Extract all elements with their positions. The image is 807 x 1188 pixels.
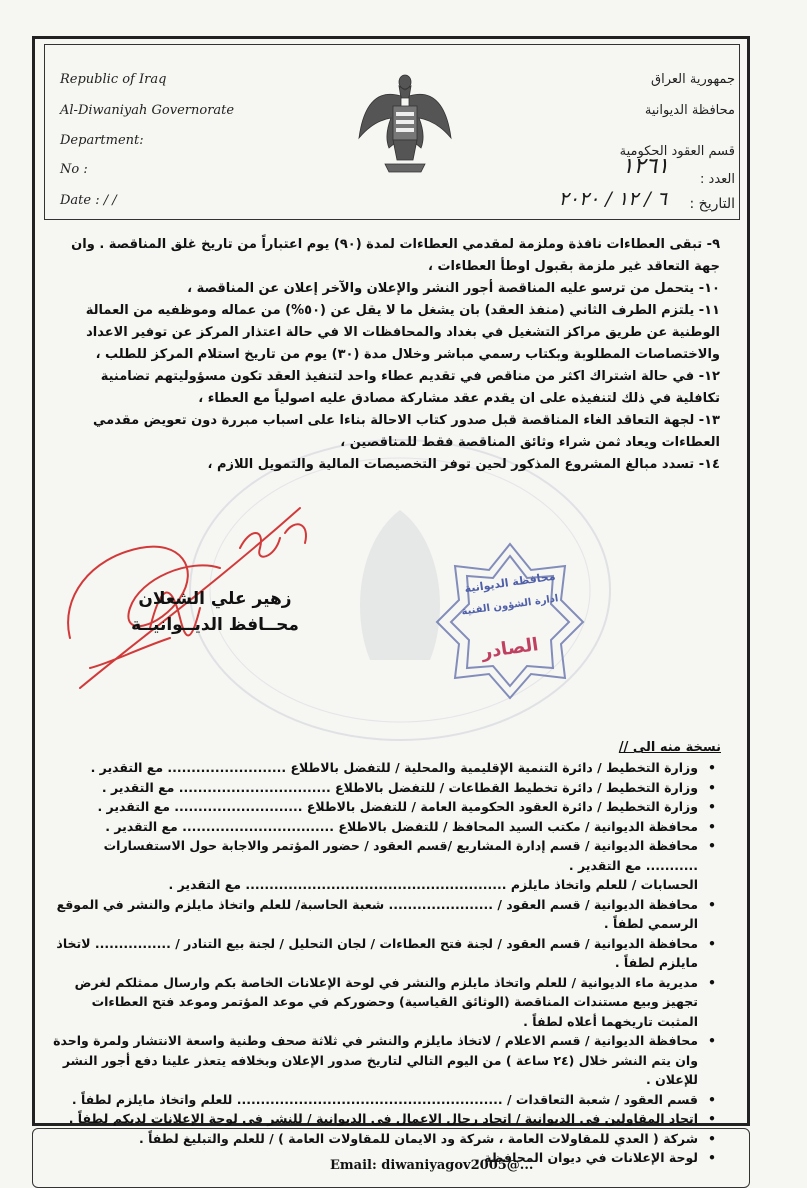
bullet-icon: • — [708, 760, 716, 775]
copy-item-text: شركة ( العدي للمقاولات العامة ، شركة ود الايمان للمقاولات العامة ) / للعلم والتبليغ لطفاً . — [139, 1130, 698, 1146]
bullet-icon: • — [708, 1091, 716, 1107]
copy-item — [52, 895, 720, 934]
signatory-name: زهير علي الشعلان — [138, 589, 292, 609]
bullet-icon: • — [708, 838, 716, 853]
stamp-line-2: ادارة الشؤون الفنية — [460, 593, 560, 618]
ar-country: جمهورية العراق — [651, 72, 735, 87]
bullet-icon: • — [708, 1111, 716, 1126]
copy-item-text: مديرية ماء الديوانية / للعلم واتخاذ مايلزم والنشر في لوحة الإعلانات الخاصة بكم وارسال ممثلكم لغرض تجهيز وبيع مستندات المناقصة (الوثائق القياسية) وحضوركم في موعد المؤتمر وموعد فتح العطاءات المثبت تاريخهما أعلاه لطفاً . — [74, 974, 698, 1029]
terms-clauses — [58, 234, 720, 476]
copy-item — [52, 758, 720, 778]
stamp-line-3: الصادر — [480, 634, 540, 663]
clause-14: ١٤- تسدد مبالغ المشروع المذكور لحين توفر التخصيصات المالية والتمويل اللازم ، — [207, 457, 720, 472]
copy-item-text: قسم العقود / شعبة التعاقدات / ........................................................ للعلم واتخاذ مايلزم لطفاً . — [71, 1091, 698, 1107]
signatory-block — [110, 586, 320, 638]
signatory-title: محــافظ الديــوانيــة — [131, 615, 299, 635]
footer-email: Email: diwaniyagov2005@... — [330, 1158, 534, 1173]
stamp-line-1: محافظة الديوانية — [463, 569, 557, 596]
copy-item-text: محافظة الديوانية / قسم الاعلام / لاتخاذ مايلزم والنشر في ثلاثة صحف وطنية واسعة الانتشار ولمرة واحدة وان يتم النشر خلال (٢٤ ساعة ) من اليوم التالي لتاريخ صدور الإعلان وبخلافه يتعذر علينا دفع أجور النشر للإعلان . — [53, 1033, 698, 1087]
iraq-eagle-emblem-icon — [355, 68, 455, 180]
clause-10: ١٠- يتحمل من ترسو عليه المناقصة أجور النشر والإعلان والآخر إعلان عن المناقصة ، — [187, 281, 720, 296]
bullet-icon: • — [708, 799, 716, 814]
en-country: Republic of Iraq — [60, 72, 167, 87]
bullet-icon: • — [708, 1033, 716, 1048]
bullet-icon: • — [708, 935, 716, 951]
copy-item-text: محافظة الديوانية / قسم العقود / ...................... شعبة الحاسبة/ للعلم واتخاذ مايلزم والنشر في الموقع الرسمي لطفاً . — [56, 896, 698, 931]
en-governorate: Al-Diwaniyah Governorate — [60, 103, 235, 118]
ar-date-label: التاريخ : — [689, 196, 735, 212]
bullet-icon: • — [708, 1150, 716, 1165]
ar-department: قسم العقود الحكومية — [619, 144, 735, 159]
bullet-icon: • — [708, 1130, 716, 1146]
copy-item-text: وزارة التخطيط / دائرة تخطيط القطاعات / للتفضل بالاطلاع ................................ مع التقدير . — [101, 779, 698, 795]
clause-13: ١٣- لجهة التعاقد الغاء المناقصة قبل صدور كتاب الاحالة بناءا على اسباب مبررة دون تعويض مقدمي العطاءات ويعاد ثمن شراء وثائق المناقصة فقط للمناقصين ، — [93, 413, 720, 450]
copies-list — [52, 758, 720, 1168]
copy-item — [52, 778, 720, 798]
copy-item — [52, 875, 720, 895]
copy-item — [52, 973, 720, 1032]
copies-heading: نسخة منه الى // — [618, 740, 721, 755]
en-number: No : — [60, 162, 88, 177]
handwritten-number: ١٢٦١ — [621, 154, 669, 179]
copy-item — [52, 817, 720, 837]
copy-item — [52, 1109, 720, 1129]
bullet-icon: • — [708, 974, 716, 990]
bullet-icon: • — [708, 818, 716, 834]
copy-item-text: محافظة الديوانية / قسم العقود / لجنة فتح العطاءات / لجان التحليل / لجنة بيع التنادر / ................ لاتخاذ مايلزم لطفاً . — [56, 935, 698, 970]
clause-11: ١١- يلتزم الطرف الثاني (منفذ العقد) بان يشغل ما لا يقل عن (٥٠%) من عماله وموظفيه من العمالة الوطنية عن طريق مراكز التشغيل في بغداد والمحافظات الا في حالة اعتذار المركز عن توفير الاعداد والاختصاصات المطلوبة وبكتاب رسمي مباشر وخلال مدة (٣٠) يوم من تاريخ استلام المركز للطلب ، — [85, 303, 720, 362]
bullet-icon: • — [708, 779, 716, 795]
clause-9: ٩- تبقى العطاءات نافذة وملزمة لمقدمي العطاءات لمدة (٩٠) يوم اعتباراً من تاريخ غلق المناقصة . وان جهة التعاقد غير ملزمة بقبول اوطأ العطاءات ، — [71, 237, 720, 274]
en-department: Department: — [60, 133, 144, 148]
copy-item — [52, 836, 720, 875]
copy-item — [52, 1031, 720, 1090]
copy-item — [52, 1090, 720, 1110]
copy-item-text: محافظة الديوانية / مكتب السيد المحافظ / للتفضل بالاطلاع ................................ مع التقدير . — [105, 818, 698, 834]
en-date: Date : / / — [60, 193, 117, 208]
stamp-star-icon — [435, 540, 585, 700]
copy-item — [52, 934, 720, 973]
ar-governorate: محافظة الديوانية — [644, 103, 735, 118]
copy-item-text: وزارة التخطيط / دائرة التنمية الإقليمية والمحلية / للتفضل بالاطلاع ......................... مع التقدير . — [90, 760, 698, 775]
copy-item-text: لوحة الإعلانات في ديوان المحافظة . — [475, 1150, 698, 1165]
official-stamp — [435, 540, 585, 700]
copy-item-text: الحسابات / للعلم واتخاذ مايلزم ....................................................... مع التقدير . — [168, 877, 698, 892]
ar-number-label: العدد : — [700, 172, 735, 187]
copy-item-text: وزارة التخطيط / دائرة العقود الحكومية العامة / للتفضل بالاطلاع ........................... مع التقدير . — [97, 799, 698, 814]
bullet-icon: • — [708, 896, 716, 912]
copy-item — [52, 797, 720, 817]
copy-item-text: محافظة الديوانية / قسم إدارة المشاريع /قسم العقود / حضور المؤتمر والاجابة حول الاستفسارات ........... مع التقدير . — [103, 838, 698, 873]
copy-item-text: اتحاد المقاولين في الديوانية / اتحاد رجال الاعمال في الديوانية / للنشر في لوحة الإعلانات لديكم لطفاً . — [68, 1111, 698, 1126]
handwritten-date: ٦ / ١٢ / ٢٠٢٠ — [558, 188, 667, 210]
clause-12: ١٢- في حالة اشتراك اكثر من مناقص في تقديم عطاء واحد لتنفيذ العقد تكون مسؤوليتهم تضامنية تكافلية في ذلك لتنفيذه على ان يقدم عقد مشاركة مصادق عليه اصولياً مع العطاء ، — [100, 369, 720, 406]
